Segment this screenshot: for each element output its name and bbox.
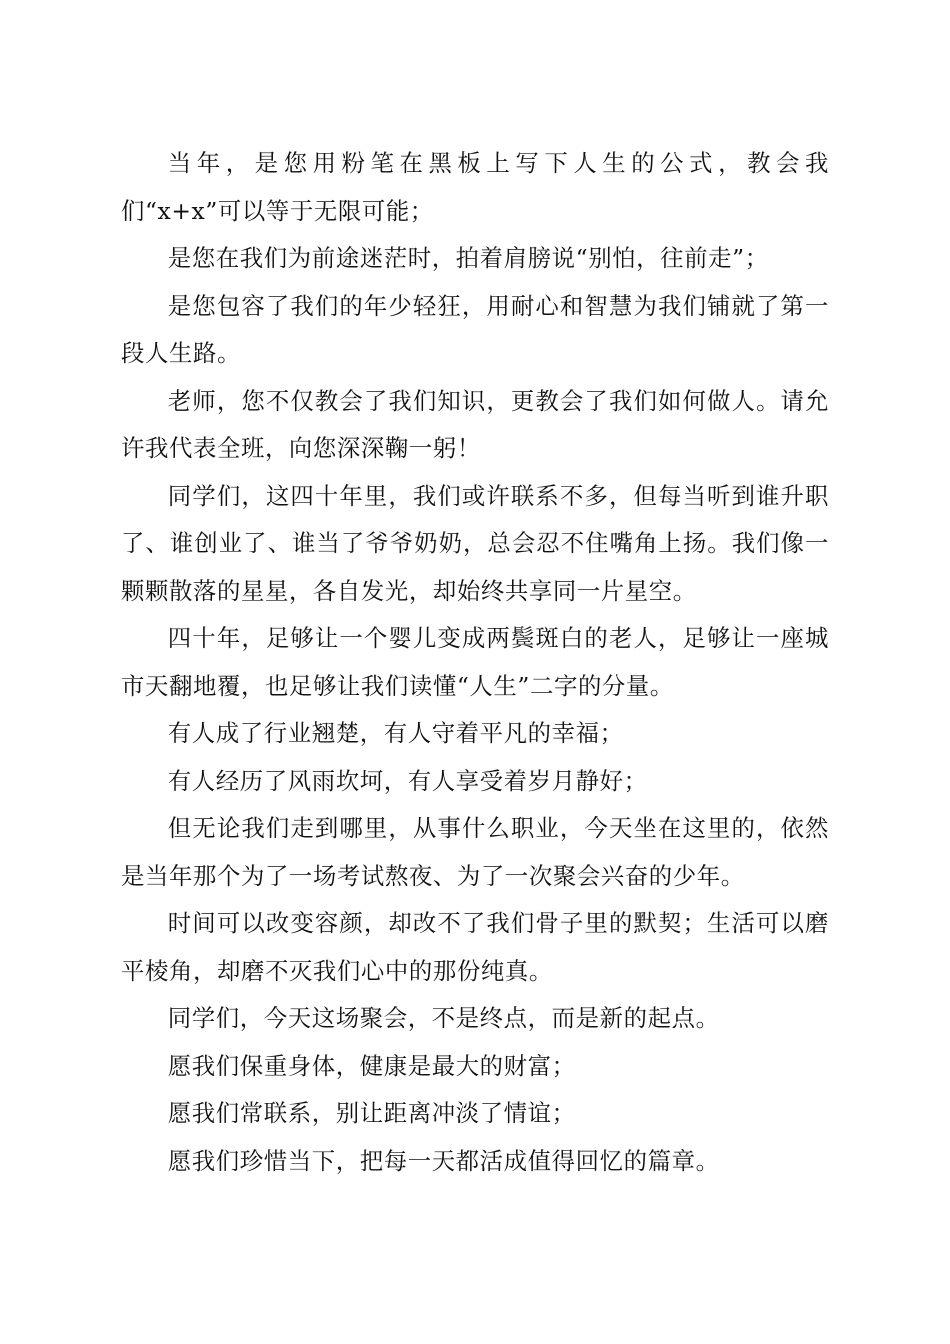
paragraph-10: 时间可以改变容颜，却改不了我们骨子里的默契；生活可以磨平棱角，却磨不灭我们心中的那份纯真。 xyxy=(121,909,829,985)
paragraph-3: 是您包容了我们的年少轻狂，用耐心和智慧为我们铺就了第一段人生路。 xyxy=(121,291,829,367)
paragraph-7: 有人成了行业翘楚，有人守着平凡的幸福； xyxy=(167,719,624,747)
speech-text xyxy=(121,140,829,1185)
paragraph-8: 有人经历了风雨坎坷，有人享受着岁月静好； xyxy=(167,766,648,795)
paragraph-12: 愿我们保重身体，健康是最大的财富； xyxy=(167,1051,576,1080)
paragraph-4: 老师，您不仅教会了我们知识，更教会了我们如何做人。请允许我代表全班，向您深深鞠一躬！ xyxy=(121,386,829,462)
paragraph-13: 愿我们常联系，别让距离冲淡了情谊； xyxy=(167,1099,576,1127)
paragraph-11: 同学们，今天这场聚会，不是终点，而是新的起点。 xyxy=(167,1004,720,1032)
paragraph-14: 愿我们珍惜当下，把每一天都活成值得回忆的篇章。 xyxy=(167,1146,720,1175)
paragraph-5: 同学们，这四十年里，我们或许联系不多，但每当听到谁升职了、谁创业了、谁当了爷爷奶奶，总会忍不住嘴角上扬。我们像一颗颗散落的星星，各自发光，却始终共享同一片星空。 xyxy=(121,481,829,605)
paragraph-9: 但无论我们走到哪里，从事什么职业，今天坐在这里的，依然是当年那个为了一场考试熬夜、为了一次聚会兴奋的少年。 xyxy=(121,814,829,890)
paragraph-2: 是您在我们为前途迷茫时，拍着肩膀说“别怕，往前走”； xyxy=(167,244,769,272)
paragraph-6: 四十年，足够让一个婴儿变成两鬓斑白的老人，足够让一座城市天翻地覆，也足够让我们读懂“人生”二字的分量。 xyxy=(121,624,829,700)
paragraph-1: 当年，是您用粉笔在黑板上写下人生的公式，教会我们“x+x”可以等于无限可能； xyxy=(121,149,829,225)
